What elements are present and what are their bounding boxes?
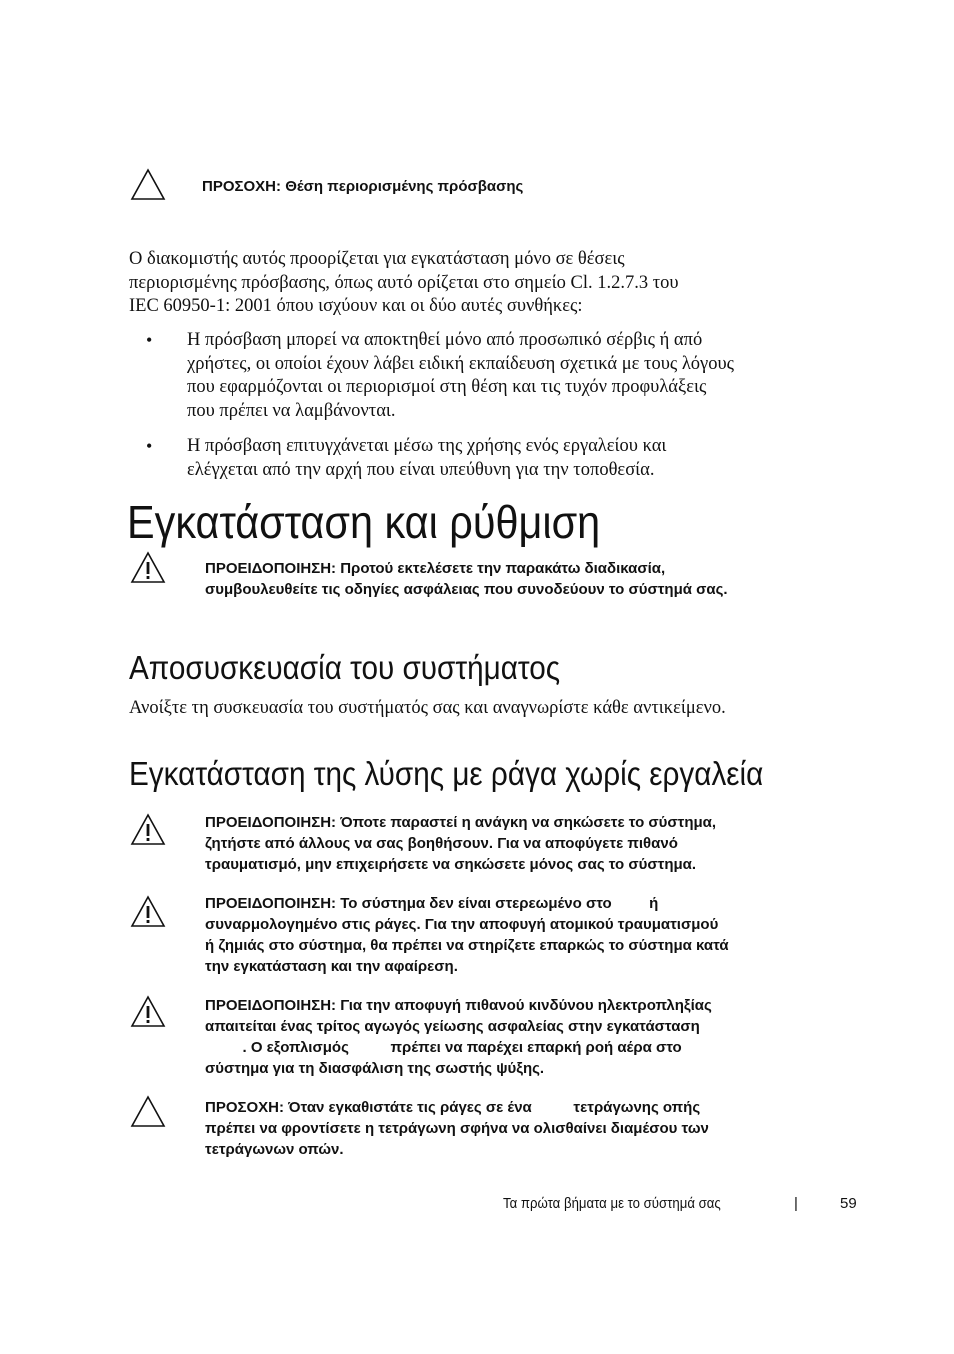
bullet-line: χρήστες, οι οποίοι έχουν λάβει ειδική εκπαίδευση σχετικά με τους λόγους [187, 353, 734, 374]
footer-title: Τα πρώτα βήματα με το σύστημά σας [503, 1195, 721, 1212]
warning-line: συμβουλευθείτε τις οδηγίες ασφάλειας που συνοδεύουν το σύστημά σας. [205, 581, 728, 598]
warning-line: την εγκατάσταση και την αφαίρεση. [205, 958, 458, 975]
page-title: Εγκατάσταση και ρύθμιση [127, 496, 601, 548]
warning-line: ΠΡΟΕΙΔΟΠΟΙΗΣΗ: Όποτε παραστεί η ανάγκη να σηκώσετε το σύστημα, [205, 814, 717, 831]
page-number: 59 [840, 1195, 857, 1212]
caution-triangle-icon [130, 168, 166, 202]
intro-line: IEC 60950-1: 2001 όπου ισχύουν και οι δύο αυτές συνθήκες: [129, 296, 583, 316]
warning-line: ΠΡΟΕΙΔΟΠΟΙΗΣΗ: Το σύστημα δεν είναι στερεωμένο στο ή [205, 895, 659, 912]
bullet-line: ελέγχεται από την αρχή που είναι υπεύθυνη για την τοποθεσία. [187, 459, 655, 480]
section-heading-rail-install: Εγκατάσταση της λύσης με ράγα χωρίς εργαλεία [129, 755, 764, 792]
warning-line: συναρμολογημένο στις ράγες. Για την αποφυγή ατομικού τραυματισμού [205, 916, 719, 933]
warning-note-4 [205, 995, 712, 1079]
footer-separator: | [794, 1195, 798, 1212]
warning-triangle-icon [130, 813, 166, 847]
bullet-line: που εφαρμόζονται οι περιορισμοί στη θέση και τις τυχόν προφυλάξεις [187, 377, 707, 397]
caution-line: τετράγωνων οπών. [205, 1141, 344, 1158]
section-heading-unpacking: Αποσυσκευασία του συστήματος [129, 649, 561, 686]
warning-note-1 [205, 558, 728, 600]
warning-triangle-icon [130, 895, 166, 929]
bullet-item-1 [187, 329, 734, 423]
warning-line: απαιτείται ένας τρίτος αγωγός γείωσης ασφαλείας στην εγκατάσταση [205, 1018, 700, 1035]
warning-line: σύστημα για τη διασφάλιση της σωστής ψύξης. [205, 1060, 545, 1077]
bullet-marker: • [146, 436, 153, 456]
warning-triangle-icon [130, 551, 166, 585]
warning-line: ζητήστε από άλλους να σας βοηθήσουν. Για να αποφύγετε πιθανό [205, 835, 678, 852]
caution-line: ΠΡΟΣΟΧΗ: Όταν εγκαθιστάτε τις ράγες σε ένα τετράγωνης οπής [205, 1099, 701, 1116]
intro-line: περιορισμένης πρόσβασης, όπως αυτό ορίζεται στο σημείο Cl. 1.2.7.3 του [129, 272, 679, 293]
warning-line: τραυματισμό, μην επιχειρήσετε να σηκώσετε μόνος σας το σύστημα. [205, 856, 697, 873]
caution-line: πρέπει να φροντίσετε η τετράγωνη σφήνα να ολισθαίνει διαμέσου των [205, 1120, 709, 1137]
warning-line: ΠΡΟΕΙΔΟΠΟΙΗΣΗ: Προτού εκτελέσετε την παρακάτω διαδικασία, [205, 560, 666, 577]
caution-note-1 [202, 176, 523, 197]
caution-triangle-icon [130, 1095, 166, 1129]
warning-line: ή ζημιάς στο σύστημα, θα πρέπει να στηρίζετε επαρκώς το σύστημα κατά [205, 937, 729, 954]
caution-note-2 [205, 1097, 709, 1160]
unpack-paragraph: Ανοίξτε τη συσκευασία του συστήματός σας και αναγνωρίστε κάθε αντικείμενο. [129, 698, 726, 718]
intro-line: Ο διακομιστής αυτός προορίζεται για εγκατάσταση μόνο σε θέσεις [129, 249, 625, 269]
bullet-line: Η πρόσβαση επιτυγχάνεται μέσω της χρήσης ενός εργαλείου και [187, 436, 667, 456]
caution-text: Θέση περιορισμένης πρόσβασης [285, 178, 524, 195]
caution-label: ΠΡΟΣΟΧΗ: [202, 178, 282, 195]
warning-note-2 [205, 812, 716, 875]
bullet-line: Η πρόσβαση μπορεί να αποκτηθεί μόνο από προσωπικό σέρβις ή από [187, 330, 703, 350]
bullet-marker: • [146, 330, 153, 350]
bullet-line: που πρέπει να λαμβάνονται. [187, 400, 396, 421]
warning-line: . Ο εξοπλισμός πρέπει να παρέχει επαρκή ροή αέρα στο [205, 1039, 682, 1056]
warning-triangle-icon [130, 995, 166, 1029]
intro-paragraph [129, 248, 679, 319]
warning-note-3 [205, 893, 729, 977]
warning-line: ΠΡΟΕΙΔΟΠΟΙΗΣΗ: Για την αποφυγή πιθανού κινδύνου ηλεκτροπληξίας [205, 997, 712, 1014]
bullet-item-2 [187, 435, 666, 482]
